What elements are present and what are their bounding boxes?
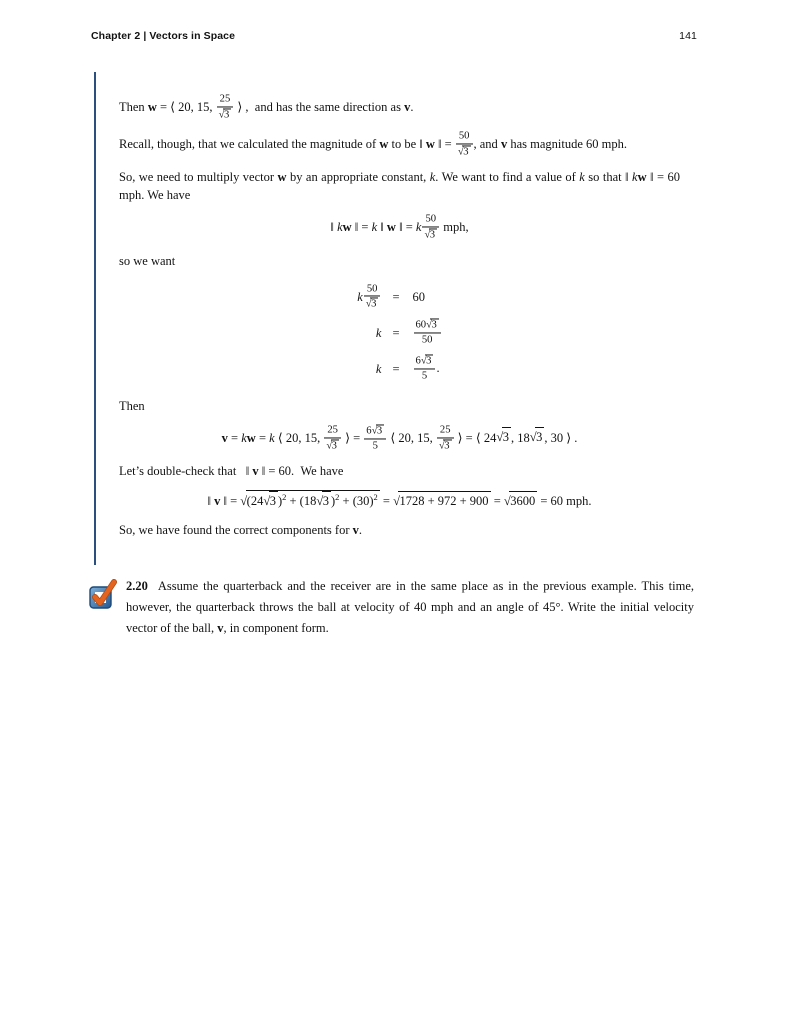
radicand <box>322 491 331 511</box>
paragraph-then-w <box>119 94 680 122</box>
radicand <box>331 439 339 452</box>
variable-symbol: k <box>429 169 436 184</box>
math-text: 60 <box>415 319 427 331</box>
radical-sign-glyph: √ <box>529 430 537 445</box>
math-text: , and <box>473 136 501 151</box>
radicand <box>269 491 278 511</box>
paragraph-conclusion <box>119 521 680 540</box>
radicand <box>443 439 451 452</box>
math-text: Let’s double-check that ‖ <box>119 464 253 479</box>
fraction-numerator <box>324 424 341 438</box>
radical-sign-glyph: √ <box>218 109 225 121</box>
radicand <box>509 491 537 511</box>
paragraph-so-we-want: so we want <box>119 253 176 268</box>
vector-symbol: w <box>425 136 435 151</box>
paragraph-multiply-constant <box>119 168 680 206</box>
equation-row-3 <box>357 351 442 387</box>
fraction-numerator <box>456 130 473 144</box>
fraction-numerator <box>364 283 381 297</box>
checkbox-checked-icon <box>88 578 118 615</box>
math-text: = ⟨ 20, 15, <box>156 99 216 114</box>
math-text: 3 <box>322 494 329 509</box>
equals-sign: = <box>392 325 400 340</box>
math-text: ‖ = <box>395 219 416 234</box>
sqrt-radical <box>372 424 385 437</box>
equation-row-1 <box>357 280 442 316</box>
math-text: ‖ = <box>351 219 372 234</box>
sqrt-radical <box>316 491 331 511</box>
superscript-exponent: 2 <box>373 492 378 503</box>
math-text: 50 <box>425 213 437 225</box>
radical-sign-glyph: √ <box>393 494 400 509</box>
vector-symbol: w <box>386 219 396 234</box>
radical-sign-glyph: √ <box>424 229 431 241</box>
fraction-denominator <box>414 370 436 383</box>
math-text: 50 <box>458 130 470 142</box>
equation-rhs <box>413 315 442 351</box>
variable-symbol: k <box>371 219 378 234</box>
radical-sign-glyph: √ <box>503 494 511 509</box>
math-text: 3 <box>431 319 437 331</box>
fraction-denominator <box>364 439 386 452</box>
radical-sign-glyph: √ <box>371 425 378 437</box>
math-text: So, we need to multiply vector <box>119 169 278 184</box>
math-text: (24 <box>246 494 264 509</box>
vector-symbol: v <box>214 494 221 509</box>
math-text: 5 <box>372 440 378 452</box>
vector-symbol: w <box>342 219 352 234</box>
fraction-numerator <box>414 319 441 334</box>
fraction <box>414 355 436 383</box>
fraction <box>364 283 381 311</box>
math-text: 3 <box>223 109 230 121</box>
sqrt-radical <box>504 491 537 511</box>
variable-symbol: k <box>415 219 422 234</box>
fraction-denominator <box>217 107 234 121</box>
equation-rhs <box>413 280 442 316</box>
variable-symbol: k <box>632 169 638 184</box>
equation-rhs <box>413 351 442 387</box>
page-number: 141 <box>679 30 697 42</box>
math-text: 5 <box>421 370 428 382</box>
sqrt-radical <box>263 491 278 511</box>
math-text: to be ‖ <box>388 136 426 151</box>
radicand <box>398 491 490 511</box>
math-text: ‖ <box>330 219 338 234</box>
math-text: 25 <box>327 424 338 436</box>
fraction-numerator <box>414 355 436 370</box>
equals-sign: = <box>392 290 400 305</box>
vector-symbol: v <box>221 430 228 445</box>
fraction-numerator <box>217 93 234 107</box>
checkpoint-exercise <box>88 576 694 639</box>
math-text: 50 <box>366 283 378 295</box>
math-text: 60 <box>412 290 425 305</box>
vector-symbol: v <box>252 464 259 479</box>
math-text: has magnitude 60 mph. <box>507 136 627 151</box>
vector-symbol: v <box>404 99 411 114</box>
fraction-denominator <box>456 144 473 158</box>
variable-symbol: k <box>241 430 247 445</box>
variable-symbol: k <box>337 219 343 234</box>
vector-symbol: w <box>637 169 647 184</box>
equation-v-magnitude-check <box>119 490 680 511</box>
radicand <box>430 319 438 332</box>
fraction <box>217 93 234 121</box>
math-text: ⟨ 20, 15, <box>387 430 436 445</box>
math-text: . <box>410 99 414 114</box>
math-text: mph, <box>440 219 469 234</box>
checkpoint-number: 2.20 <box>126 579 148 593</box>
sqrt-radical <box>240 490 379 511</box>
fraction-numerator <box>364 424 386 439</box>
variable-symbol: k <box>579 169 585 184</box>
radical-sign-glyph: √ <box>365 298 372 310</box>
math-text: . <box>436 360 440 375</box>
superscript-exponent: 2 <box>282 492 287 503</box>
sqrt-radical <box>326 439 339 452</box>
math-text: ‖ = 60 mph. We have <box>119 169 680 203</box>
variable-symbol: k <box>357 289 363 304</box>
fraction <box>414 319 441 347</box>
fraction-numerator <box>437 424 454 438</box>
radicand <box>376 424 384 437</box>
math-text: 3 <box>426 355 432 367</box>
math-text: 3 <box>371 298 377 310</box>
math-text: + (30) <box>339 494 374 509</box>
equation-lhs <box>357 315 381 351</box>
radical-sign-glyph: √ <box>457 146 464 158</box>
math-text: ‖ = <box>220 494 241 509</box>
fraction <box>364 424 386 452</box>
radical-sign-glyph: √ <box>326 440 333 452</box>
radical-sign-glyph: √ <box>426 319 432 331</box>
equation-v-components <box>119 425 680 453</box>
vector-symbol: w <box>379 136 389 151</box>
radicand <box>535 427 544 447</box>
vector-symbol: v <box>500 136 508 151</box>
checkpoint-text <box>118 576 694 639</box>
math-text: , 18 <box>510 430 530 445</box>
math-text: Assume the quarterback and the receiver are in the same place as in the previous example. This time, however, the quarterback throws the ball at velocity of 40 mph and an angle of 45°. Write the initial velocity vector of the ball, <box>126 579 694 635</box>
math-text: ⟩ , and has the same direction as <box>234 99 405 114</box>
variable-symbol: k <box>375 325 382 340</box>
variable-symbol: k <box>269 430 275 445</box>
math-text: ) <box>330 494 336 509</box>
vector-symbol: v <box>217 621 224 635</box>
equation-lhs <box>357 280 381 316</box>
sqrt-radical <box>219 108 232 121</box>
equation-row-2 <box>357 315 442 351</box>
radical-sign-glyph: √ <box>420 355 427 367</box>
math-text: 3 <box>429 229 436 241</box>
math-text: 25 <box>219 93 231 105</box>
vector-symbol: w <box>277 169 287 184</box>
radical-sign-glyph: √ <box>496 430 504 445</box>
paragraph-then: Then <box>119 398 145 413</box>
math-text: ‖ = 60. We have <box>258 464 344 479</box>
equation-lhs <box>357 351 381 387</box>
sqrt-radical <box>393 491 490 511</box>
sqrt-radical <box>421 355 434 368</box>
math-text: ⟩ = <box>341 430 364 445</box>
math-text: So, we have found the correct components for <box>119 522 353 537</box>
radical-sign-glyph: √ <box>316 494 324 509</box>
math-text: Recall, though, that we calculated the magnitude of <box>119 136 380 151</box>
page-header <box>91 30 697 42</box>
vector-symbol: w <box>246 430 256 445</box>
vector-symbol: w <box>147 99 157 114</box>
math-text: 3 <box>463 146 469 158</box>
math-text: 25 <box>439 424 451 436</box>
math-text: 3 <box>269 494 276 509</box>
equals-sign: = <box>392 361 400 376</box>
math-text: . We want to find a value of <box>435 169 580 184</box>
sqrt-radical <box>424 228 437 241</box>
fraction <box>437 424 454 452</box>
math-text: 6 <box>415 355 421 367</box>
fraction-denominator <box>324 438 341 452</box>
math-text: ) <box>277 494 283 509</box>
math-text: 3 <box>502 430 509 445</box>
radical-sign-glyph: √ <box>438 440 445 452</box>
math-text: ⟨ 20, 15, <box>274 430 324 445</box>
fraction-numerator <box>422 214 439 228</box>
math-text: 6 <box>366 425 372 437</box>
math-text: 3 <box>331 440 337 452</box>
math-text: = <box>379 494 394 509</box>
fraction-denominator <box>422 227 439 241</box>
math-text: ‖ <box>207 494 215 509</box>
checkpoint-body <box>126 579 694 635</box>
math-text: ‖ <box>377 219 387 234</box>
sqrt-radical <box>496 427 511 447</box>
radicand <box>246 490 380 511</box>
superscript-exponent: 2 <box>335 492 340 503</box>
vector-symbol: v <box>352 522 359 537</box>
math-text: = <box>490 494 504 509</box>
example-body <box>94 72 680 565</box>
fraction <box>324 424 341 452</box>
math-text: 3 <box>536 430 543 445</box>
aligned-equations <box>357 280 442 387</box>
math-text: = 60 mph. <box>537 494 592 509</box>
radicand <box>370 298 378 311</box>
radicand <box>429 228 437 241</box>
math-text: 50 <box>421 334 433 346</box>
math-text: . <box>358 522 362 537</box>
math-text: ⟩ = ⟨ 24 <box>454 430 497 445</box>
math-text: , 30 ⟩ . <box>544 430 578 445</box>
chapter-title: Chapter 2 | Vectors in Space <box>91 30 236 42</box>
math-text: 3600 <box>510 494 536 509</box>
fraction <box>456 130 473 158</box>
math-text: ‖ = <box>434 136 455 151</box>
math-text: = <box>227 430 242 445</box>
paragraph-double-check <box>119 462 680 481</box>
fraction-denominator <box>437 438 454 452</box>
radical-sign-glyph: √ <box>263 494 271 509</box>
fraction-denominator <box>414 334 441 347</box>
fraction <box>422 214 439 242</box>
math-text: Then <box>119 99 148 114</box>
sqrt-radical <box>458 145 471 158</box>
radicand <box>462 145 470 158</box>
sqrt-radical <box>439 439 452 452</box>
math-text: 3 <box>444 440 450 452</box>
math-text: 1728 + 972 + 900 <box>399 494 489 509</box>
math-text: + (18 <box>286 494 317 509</box>
math-text: by an appropriate constant, <box>286 169 430 184</box>
math-text: = <box>255 430 270 445</box>
sqrt-radical <box>530 427 545 447</box>
radicand <box>223 108 231 121</box>
fraction-denominator <box>364 297 381 311</box>
radical-sign-glyph: √ <box>240 494 248 509</box>
sqrt-radical <box>426 319 439 332</box>
math-text: 3 <box>376 425 383 437</box>
sqrt-radical <box>366 298 379 311</box>
equation-kw-norm <box>119 214 680 242</box>
math-text: , in component form. <box>223 621 329 635</box>
variable-symbol: k <box>375 361 382 376</box>
radicand <box>425 355 433 368</box>
radicand <box>502 427 511 447</box>
math-text: so that ‖ <box>584 169 632 184</box>
paragraph-recall-magnitude <box>119 131 680 159</box>
